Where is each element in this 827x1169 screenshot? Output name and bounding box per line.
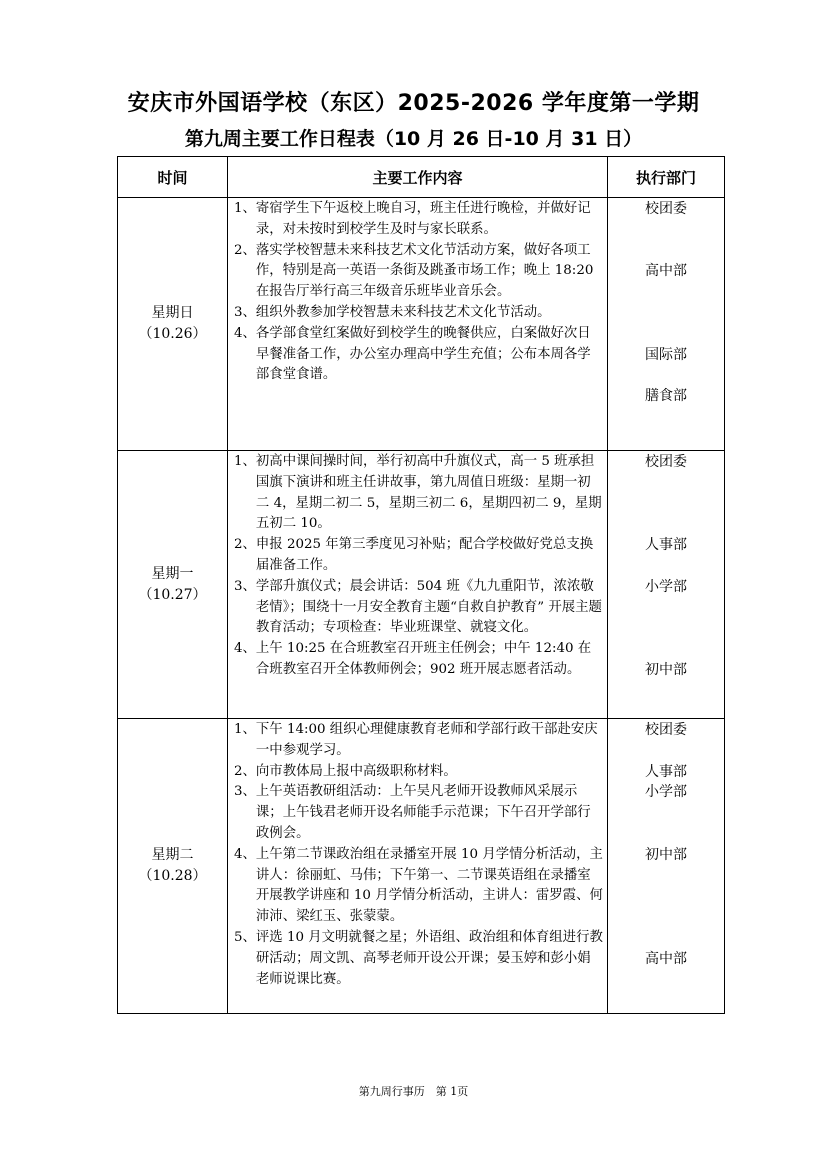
dept-label: 高中部	[645, 263, 687, 280]
list-item	[234, 324, 603, 386]
list-item	[234, 452, 603, 535]
day-date: （10.27）	[138, 586, 207, 603]
list-item	[234, 303, 603, 324]
item-text: 向市教体局上报中高级职称材料。	[255, 763, 457, 779]
day-name: 星期一	[151, 565, 194, 582]
item-number: 1、	[234, 454, 256, 469]
header-content: 主要工作内容	[228, 157, 608, 198]
item-text: 初高中课间操时间，举行初高中升旗仪式，高一 5 班承担国旗下演讲和班主任讲故事，第九周值日班级：星期一初二 4，星期二初二 5，星期三初二 6，星期四初二 9，星期五初二 10。	[255, 454, 602, 532]
item-number: 2、	[234, 763, 256, 779]
day-cell	[118, 719, 228, 1014]
list-item	[234, 928, 603, 990]
list-item	[234, 577, 603, 639]
item-text: 各学部食堂红案做好到校学生的晚餐供应，白案做好次日早餐准备工作，办公室办理高中学生充值；公布本周各学部食堂食谱。	[255, 325, 591, 383]
item-number: 4、	[234, 325, 256, 341]
list-item	[234, 845, 603, 928]
schedule-table	[117, 156, 725, 1014]
dept-label: 校团委	[645, 722, 687, 738]
item-text: 寄宿学生下午返校上晚自习，班主任进行晚检，并做好记录，对未按时到校学生及时与家长联系。	[255, 201, 591, 237]
header-dept: 执行部门	[608, 157, 725, 198]
item-text: 申报 2025 年第三季度见习补贴；配合学校做好党总支换届准备工作。	[255, 537, 594, 573]
dept-label: 初中部	[645, 846, 687, 863]
header-time: 时间	[118, 157, 228, 198]
dept-label: 国际部	[645, 346, 687, 363]
item-text: 组织外教参加学校智慧未来科技艺术文化节活动。	[255, 304, 551, 320]
item-text: 上午英语教研组活动：上午吴凡老师开设教师风采展示课；上午钱君老师开设名师能手示范课；下午召开学部行政例会。	[255, 784, 591, 841]
list-item	[234, 720, 603, 762]
dept-label: 人事部	[645, 763, 687, 780]
day-date: （10.26）	[138, 326, 207, 342]
item-number: 2、	[234, 537, 256, 553]
item-number: 2、	[234, 242, 256, 258]
dept-cell	[608, 451, 725, 719]
document-title: 安庆市外国语学校（东区）2025-2026 学年度第一学期	[127, 91, 700, 116]
day-name: 星期日	[151, 305, 194, 321]
table-row	[118, 198, 725, 451]
item-number: 4、	[234, 846, 256, 862]
day-cell	[118, 198, 228, 451]
content-cell	[228, 719, 608, 1014]
item-number: 3、	[234, 304, 256, 320]
day-date: （10.28）	[138, 868, 207, 884]
item-text: 上午第二节课政治组在录播室开展 10 月学情分析活动，主讲人：徐丽虹、马伟；下午第一、二节课英语组在录播室开展教学讲座和 10 月学情分析活动，主讲人：雷罗霞、何沛沛、梁红玉、张蒙蒙。	[255, 846, 603, 925]
day-name: 星期二	[151, 847, 194, 863]
page-footer: 第九周行事历 第 1页	[358, 1085, 469, 1098]
dept-cell	[608, 198, 725, 451]
item-text: 落实学校智慧未来科技艺术文化节活动方案，做好各项工作，特别是高一英语一条街及跳蚤市场工作；晚上 18:20 在报告厅举行高三年级音乐班毕业音乐会。	[255, 242, 594, 300]
list-item	[234, 535, 603, 577]
item-text: 评选 10 月文明就餐之星；外语组、政治组和体育组进行教研活动；周文凯、高琴老师开设公开课；晏玉婷和彭小娟老师说课比赛。	[255, 929, 603, 987]
dept-label: 高中部	[645, 950, 687, 967]
dept-label: 膳食部	[645, 388, 687, 405]
item-number: 3、	[234, 784, 256, 800]
dept-label: 校团委	[645, 454, 687, 470]
dept-label: 小学部	[645, 578, 687, 595]
table-header-row	[118, 157, 725, 198]
dept-label: 校团委	[645, 201, 687, 217]
day-cell	[118, 451, 228, 719]
item-number: 1、	[234, 201, 256, 216]
table-row	[118, 451, 725, 719]
dept-label: 初中部	[645, 661, 687, 678]
item-number: 4、	[234, 641, 256, 657]
list-item	[234, 199, 603, 241]
list-item	[234, 762, 603, 783]
table-row	[118, 719, 725, 1014]
item-text: 学部升旗仪式；晨会讲话：504 班《九九重阳节，浓浓敬老情》；围绕十一月安全教育主题“自救自护教育” 开展主题教育活动；专项检查：毕业班课堂、就寝文化。	[255, 578, 602, 636]
document-subtitle: 第九周主要工作日程表（10 月 26 日-10 月 31 日）	[184, 128, 643, 150]
dept-label: 小学部	[645, 784, 687, 801]
list-item	[234, 241, 603, 303]
item-number: 3、	[234, 578, 256, 594]
dept-label: 人事部	[645, 537, 687, 554]
dept-cell	[608, 719, 725, 1014]
item-number: 1、	[234, 722, 256, 737]
item-text: 下午 14:00 组织心理健康教育老师和学部行政干部赴安庆一中参观学习。	[255, 722, 598, 758]
item-text: 上午 10:25 在合班教室召开班主任例会；中午 12:40 在合班教室召开全体教师例会；902 班开展志愿者活动。	[255, 641, 592, 677]
content-cell	[228, 451, 608, 719]
content-cell	[228, 198, 608, 451]
item-number: 5、	[234, 929, 256, 945]
list-item	[234, 639, 603, 681]
list-item	[234, 782, 603, 844]
